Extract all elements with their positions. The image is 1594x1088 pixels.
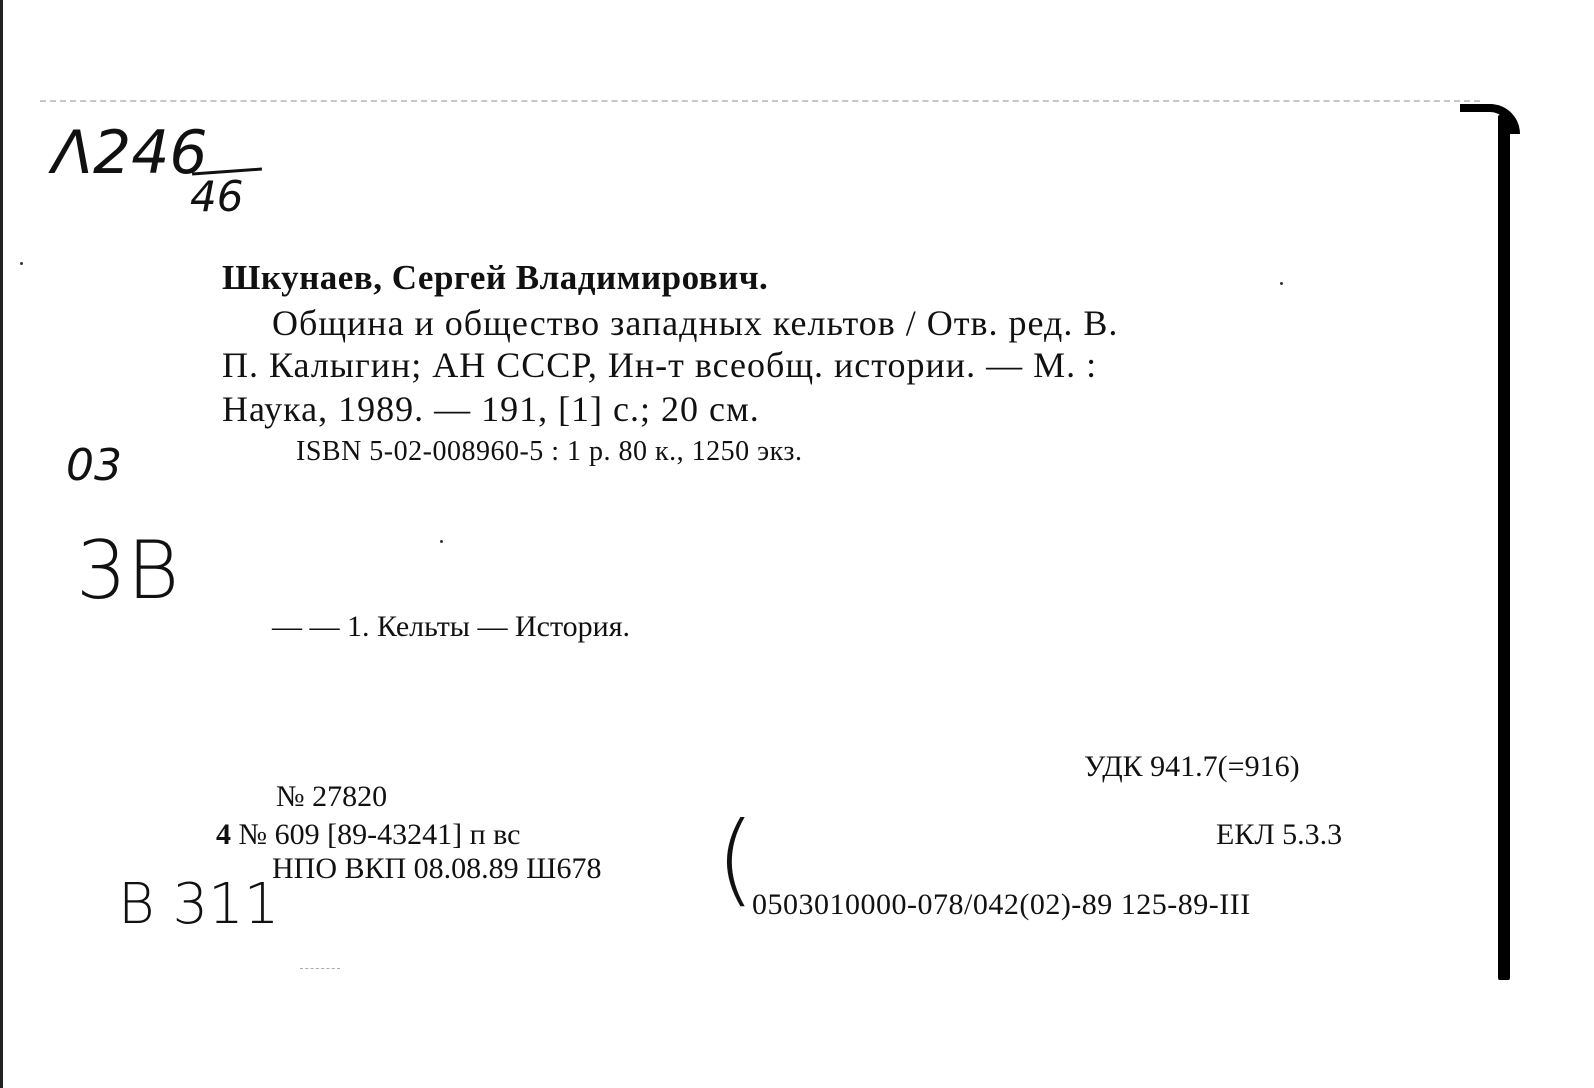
udk-code: УДК 941.7(=916) [1084, 750, 1300, 783]
handwritten-shelf-mark: Λ246 [52, 118, 208, 188]
handwritten-mark-3b: 3B [76, 524, 180, 617]
isbn-line: ISBN 5-02-008960-5 : 1 р. 80 к., 1250 экз. [296, 436, 803, 467]
order-line [216, 818, 520, 852]
ekl-code: ЕКЛ 5.3.3 [1216, 818, 1343, 851]
subject-heading: — — 1. Кельты — История. [272, 610, 631, 643]
title-line-2: П. Калыгин; АН СССР, Ин-т всеобщ. истории. — М. : [222, 345, 1098, 385]
accession-number: № 27820 [276, 780, 388, 813]
title-line-1: Община и общество западных кельтов / Отв. ред. В. [272, 303, 1119, 343]
author-heading: Шкунаев, Сергей Владимирович. [222, 258, 769, 297]
title-line-3: Наука, 1989. — 191, [1] с.; 20 см. [222, 389, 760, 429]
handwritten-mark-03: 03 [66, 440, 122, 491]
card-right-edge [1498, 115, 1510, 980]
speck [440, 540, 443, 543]
publication-code: 0503010000-078/042(02)-89 125-89-III [752, 888, 1251, 921]
card-top-edge [40, 100, 1480, 102]
order-prefix: 4 [216, 818, 231, 851]
card-left-edge [0, 0, 3, 1088]
speck [20, 262, 23, 265]
card-bottom-edge [300, 968, 340, 969]
bracket-mark: ( [716, 800, 756, 917]
npo-line: НПО ВКП 08.08.89 Ш678 [272, 852, 602, 885]
card-right-corner [1460, 104, 1520, 134]
handwritten-mark-b311: B 311 [118, 872, 280, 937]
handwritten-shelf-denominator: 46 [190, 172, 244, 221]
speck [1280, 282, 1283, 285]
order-text: № 609 [89-43241] п вс [238, 818, 521, 851]
